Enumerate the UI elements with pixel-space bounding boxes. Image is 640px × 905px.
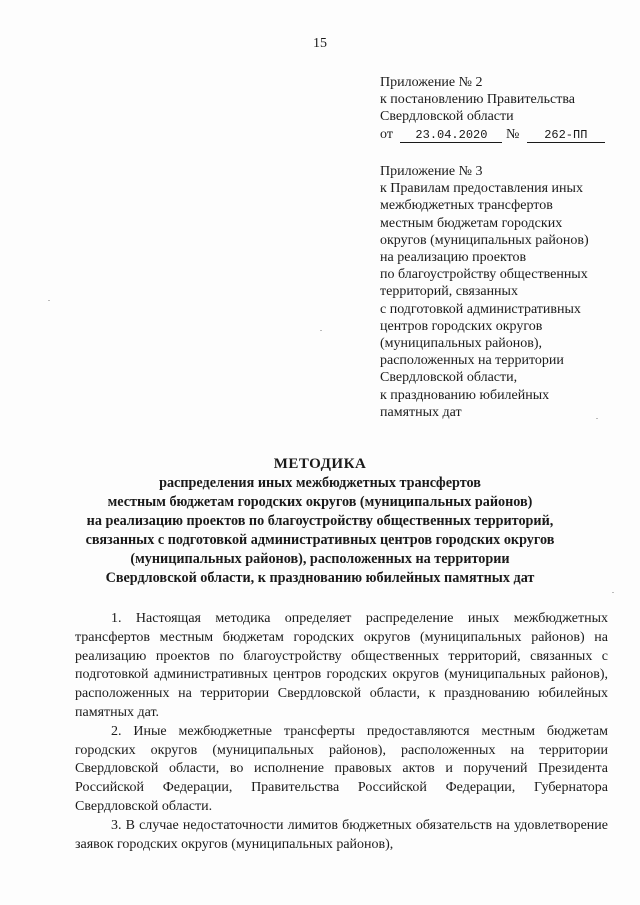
date-prefix: от	[380, 126, 393, 142]
appendix-3-line: к празднованию юбилейных	[380, 387, 550, 403]
appendix-3-line: Свердловской области,	[380, 370, 518, 386]
appendix-2-line: к постановлению Правительства	[380, 92, 576, 108]
appendix-3-line: с подготовкой административных	[380, 301, 581, 317]
title-line: на реализацию проектов по благоустройству общественных территорий,	[86, 513, 554, 529]
title-line: (муниципальных районов), расположенных на территории	[130, 551, 510, 567]
document-body	[75, 610, 608, 854]
appendix-3-line: территорий, связанных	[380, 284, 518, 300]
appendix-3-block	[380, 163, 630, 421]
scan-speck	[320, 330, 322, 331]
appendix-3-line: центров городских округов	[380, 318, 543, 334]
appendix-2-date-line	[380, 126, 630, 143]
decree-date: 23.04.2020	[400, 128, 502, 143]
title-line: Свердловской области, к празднованию юбилейных памятных дат	[105, 570, 535, 586]
appendix-2-line: Приложение № 2	[380, 75, 483, 90]
paragraph: 1. Настоящая методика определяет распределение иных межбюджетных трансфертов местным бюджетам городских округов (муниципальных районов) на реализацию проектов по благоустройству общественных территорий, связанных с подготовкой административных центров городских округов (муниципальных районов), расположенных на территории Свердловской области, к празднованию юбилейных памятных дат.	[75, 611, 608, 720]
appendix-3-line: Приложение № 3	[380, 164, 483, 179]
scan-speck	[612, 592, 614, 593]
appendix-3-line: расположенных на территории	[380, 353, 564, 369]
appendix-3-line: округов (муниципальных районов)	[380, 232, 589, 248]
appendix-3-line: памятных дат	[380, 404, 462, 420]
title-line: связанных с подготовкой административных центров городских округов	[85, 532, 555, 548]
title-heading: МЕТОДИКА	[273, 456, 367, 472]
title-line: распределения иных межбюджетных трансфертов	[159, 475, 481, 491]
paragraph: 2. Иные межбюджетные трансферты предоставляются местным бюджетам городских округов (муниципальных районов), расположенных на территории Свердловской области, во исполнение правовых актов и поручений Президента Российской Федерации, Правительства Российской Федерации, Губернатора Свердловской области.	[75, 723, 608, 814]
decree-number: 262-ПП	[527, 128, 605, 143]
appendix-2-block	[380, 74, 630, 143]
appendix-3-line: на реализацию проектов	[380, 250, 527, 266]
number-prefix: №	[505, 126, 520, 142]
title-line: местным бюджетам городских округов (муниципальных районов)	[107, 494, 533, 510]
appendix-3-line: местным бюджетам городских	[380, 215, 563, 231]
appendix-3-line: к Правилам предоставления иных	[380, 181, 583, 197]
paragraph: 3. В случае недостаточности лимитов бюджетных обязательств на удовлетворение заявок городских округов (муниципальных районов),	[75, 817, 608, 852]
scan-speck	[596, 418, 598, 419]
document-title	[0, 455, 640, 588]
appendix-3-line: межбюджетных трансфертов	[380, 198, 553, 214]
scan-speck	[48, 300, 50, 301]
appendix-3-line: (муниципальных районов),	[380, 336, 543, 352]
page-number: 15	[313, 36, 327, 51]
appendix-3-line: по благоустройству общественных	[380, 267, 588, 283]
appendix-2-line: Свердловской области	[380, 109, 514, 125]
